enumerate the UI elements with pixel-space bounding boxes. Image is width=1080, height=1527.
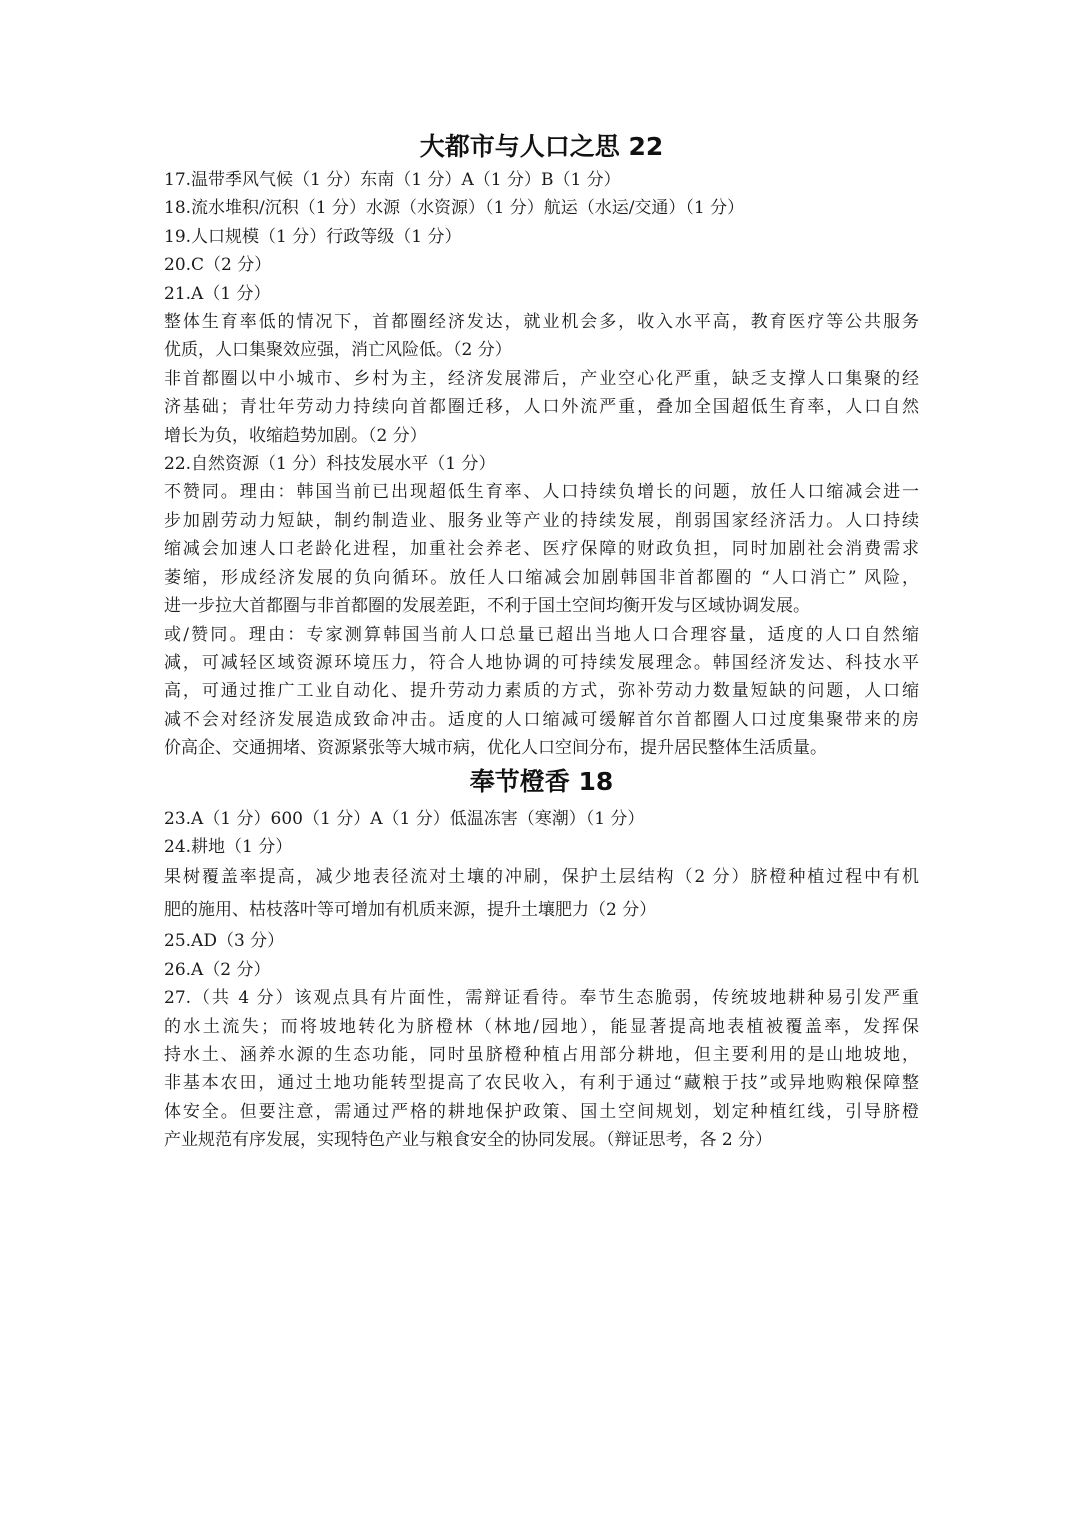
answer-line: 萎缩，形成经济发展的负向循环。放任人口缩减会加剧韩国非首都圈的 “人口消亡” 风险， [164,567,919,588]
answer-line: 25.AD（3 分） [164,931,285,952]
answer-line: 非基本农田，通过土地功能转型提高了农民收入，有利于通过“藏粮于技”或异地购粮保障整 [164,1073,919,1094]
answer-line: 20.C（2 分） [164,255,272,276]
answer-line: 体安全。但要注意，需通过严格的耕地保护政策、国土空间规划，划定种植红线，引导脐橙 [164,1101,919,1122]
answer-line: 步加剧劳动力短缺，制约制造业、服务业等产业的持续发展，削弱国家经济活力。人口持续 [164,510,919,531]
answer-line: 21.A（1 分） [164,283,271,304]
answer-line: 整体生育率低的情况下，首都圈经济发达，就业机会多，收入水平高，教育医疗等公共服务 [164,312,919,333]
section-title: 奉节橙香 18 [469,766,614,796]
answer-line: 非首都圈以中小城市、乡村为主，经济发展滞后，产业空心化严重，缺乏支撑人口集聚的经 [164,368,919,389]
section-metropolis [164,128,919,763]
answer-line: 24.耕地（1 分） [164,836,293,857]
answer-line: 减，可减轻区域资源环境压力，符合人地协调的可持续发展理念。韩国经济发达、科技水平 [164,652,919,673]
section-body [164,166,919,763]
answer-line: 增长为负，收缩趋势加剧。（2 分） [164,425,427,446]
answer-line: 26.A（2 分） [164,959,271,980]
answer-line: 22.自然资源（1 分）科技发展水平（1 分） [164,454,496,475]
answer-line: 27.（共 4 分）该观点具有片面性，需辩证看待。奉节生态脆弱，传统坡地耕种易引发严重 [164,988,919,1009]
answer-line: 19.人口规模（1 分）行政等级（1 分） [164,226,462,247]
answer-line: 减不会对经济发展造成致命冲击。适度的人口缩减可缓解首尔首都圈人口过度集聚带来的房 [164,709,919,730]
section-title: 大都市与人口之思 22 [419,132,664,161]
answer-line: 价高企、交通拥堵、资源紧张等大城市病，优化人口空间分布，提升居民整体生活质量。 [164,738,827,759]
answer-line: 产业规范有序发展，实现特色产业与粮食安全的协同发展。（辩证思考，各 2 分） [164,1130,773,1151]
section-fengjie-orange [164,763,919,1155]
answer-line: 果树覆盖率提高，减少地表径流对土壤的冲刷，保护土层结构（2 分）脐橙种植过程中有机 [164,867,919,888]
answer-line: 23.A（1 分）600（1 分）A（1 分）低温冻害（寒潮）（1 分） [164,808,645,829]
answer-line: 优质，人口集聚效应强，消亡风险低。（2 分） [164,340,512,361]
answer-line: 的水土流失；而将坡地转化为脐橙林（林地/园地），能显著提高地表植被覆盖率，发挥保 [164,1016,919,1037]
answer-line: 缩减会加速人口老龄化进程，加重社会养老、医疗保障的财政负担，同时加剧社会消费需求 [164,539,919,560]
answer-line: 高，可通过推广工业自动化、提升劳动力素质的方式，弥补劳动力数量短缺的问题，人口缩 [164,681,919,702]
answer-line: 进一步拉大首都圈与非首都圈的发展差距，不利于国土空间均衡开发与区域协调发展。 [164,596,810,617]
answer-line: 肥的施用、枯枝落叶等可增加有机质来源，提升土壤肥力（2 分） [164,900,657,921]
answer-line: 或/赞同。理由：专家测算韩国当前人口总量已超出当地人口合理容量，适度的人口自然缩 [164,624,919,645]
answer-sheet [164,128,919,1155]
section-body [164,805,919,1155]
answer-line: 持水土、涵养水源的生态功能，同时虽脐橙种植占用部分耕地，但主要利用的是山地坡地， [164,1044,919,1065]
answer-line: 不赞同。理由：韩国当前已出现超低生育率、人口持续负增长的问题，放任人口缩减会进一 [164,482,919,503]
answer-line: 17.温带季风气候（1 分）东南（1 分）A（1 分）B（1 分） [164,170,621,190]
answer-line: 济基础；青壮年劳动力持续向首都圈迁移，人口外流严重，叠加全国超低生育率，人口自然 [164,397,919,418]
answer-line: 18.流水堆积/沉积（1 分）水源（水资源）（1 分）航运（水运/交通）（1 分） [164,198,745,219]
